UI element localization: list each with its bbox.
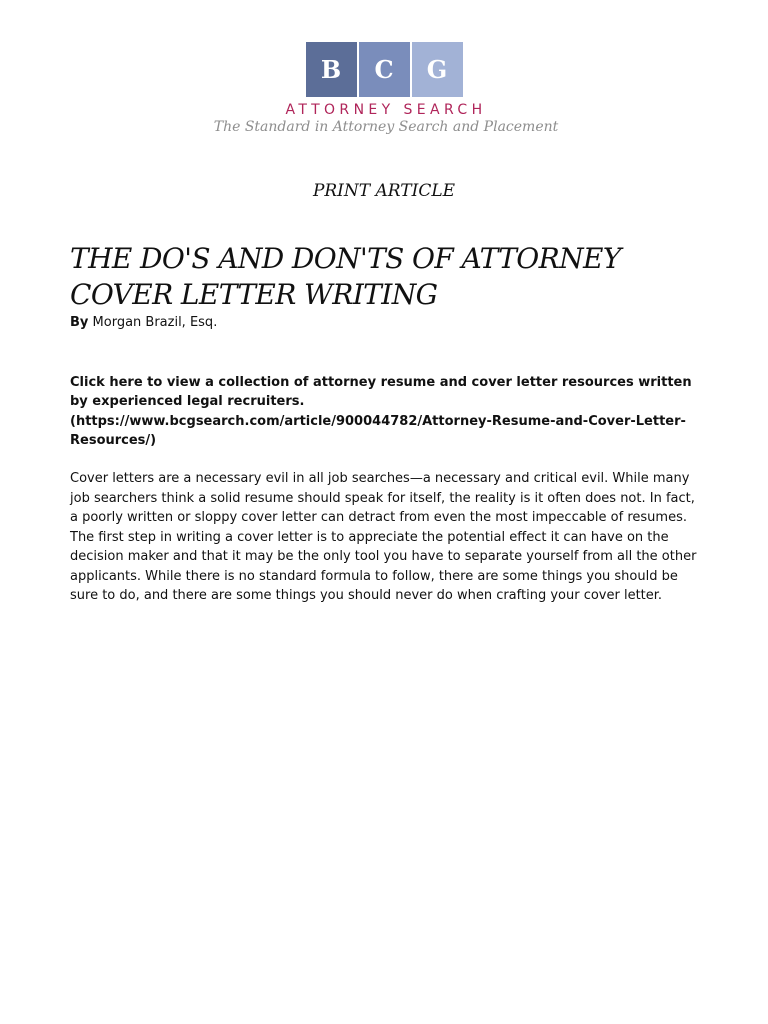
logo-letter-boxes	[306, 42, 463, 97]
resources-link[interactable]	[70, 373, 702, 451]
byline-label: By	[70, 315, 89, 330]
print-article-label: PRINT ARTICLE	[312, 181, 456, 201]
article-title	[70, 241, 710, 313]
article-title-line-1: THE DO'S AND DON'TS OF ATTORNEY	[70, 242, 621, 275]
bcg-logo	[0, 42, 768, 135]
resources-link-url: (https://www.bcgsearch.com/article/900044782/Attorney-Resume-and-Cover-Letter-Resources/)	[70, 413, 686, 449]
author-name: Morgan Brazil, Esq.	[92, 315, 218, 330]
logo-tagline: The Standard in Attorney Search and Placement	[213, 119, 559, 135]
logo-letter-c: C	[359, 42, 410, 97]
article-title-line-2: COVER LETTER WRITING	[70, 278, 438, 311]
logo-subtitle: ATTORNEY SEARCH	[285, 102, 487, 118]
logo-letter-g: G	[412, 42, 463, 97]
resources-link-text: Click here to view a collection of attorney resume and cover letter resources written by experienced legal recruiters.	[70, 375, 692, 410]
byline	[70, 315, 217, 330]
logo-letter-b: B	[306, 42, 357, 97]
article-body-paragraph: Cover letters are a necessary evil in all job searches—a necessary and critical evil. While many job searchers think a solid resume should speak for itself, the reality is it often does not. In fact, a poorly written or sloppy cover letter can detract from even the most impeccable of resumes. The first step in writing a cover letter is to appreciate the potential effect it can have on the decision maker and that it may be the only tool you have to separate yourself from all the other applicants. While there is no standard formula to follow, there are some things you should be sure to do, and there are some things you should never do when crafting your cover letter.	[70, 471, 697, 603]
